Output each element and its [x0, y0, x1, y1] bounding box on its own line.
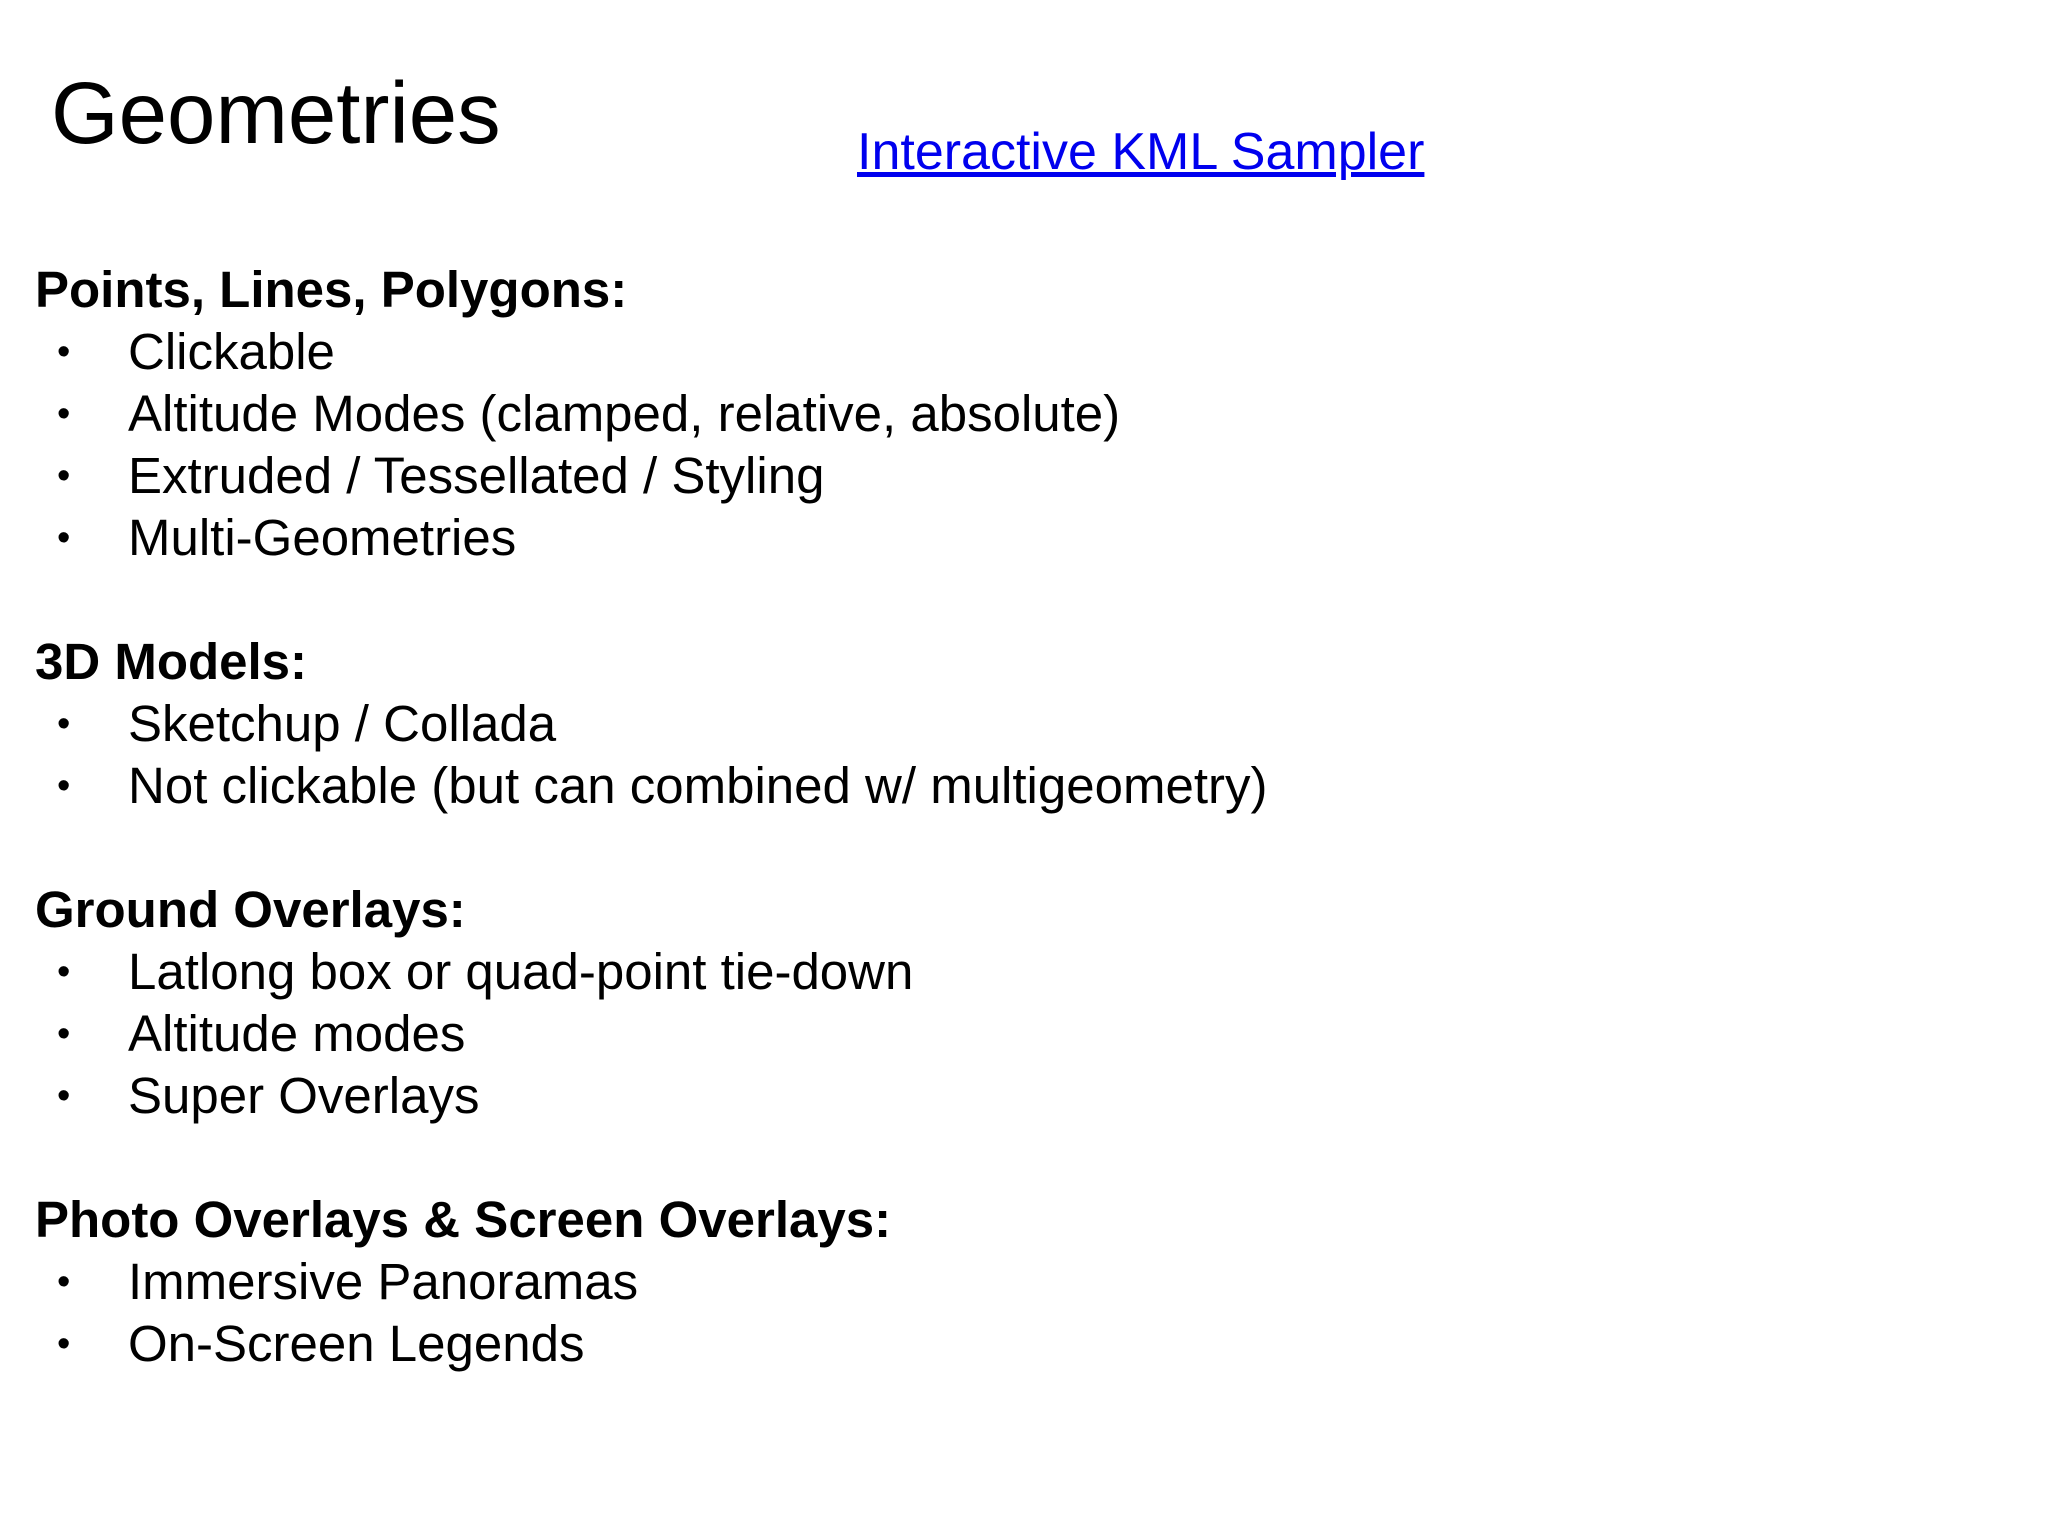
list-item: [35, 1065, 1935, 1127]
list-item-text: Immersive Panoramas: [128, 1253, 639, 1310]
list-item: [35, 1251, 1935, 1313]
list-item-text: Latlong box or quad-point tie-down: [128, 943, 914, 1000]
bullet-icon: •: [57, 703, 71, 745]
section-heading: Ground Overlays:: [35, 881, 466, 938]
slide-title: Geometries: [51, 65, 501, 162]
list-item: [35, 1313, 1935, 1375]
slide-content: [35, 259, 1935, 1375]
list-item: [35, 507, 1935, 569]
section-heading: Points, Lines, Polygons:: [35, 261, 628, 318]
section-photo-screen-overlays: [35, 1189, 1935, 1375]
section-points-lines-polygons: [35, 259, 1935, 569]
list-item-text: On-Screen Legends: [128, 1315, 585, 1372]
list-item: [35, 321, 1935, 383]
list-item-text: Sketchup / Collada: [128, 695, 557, 752]
bullet-icon: •: [57, 1323, 71, 1365]
bullet-icon: •: [57, 331, 71, 373]
section-heading: 3D Models:: [35, 633, 308, 690]
list-item-text: Extruded / Tessellated / Styling: [128, 447, 825, 504]
bullet-icon: •: [57, 1013, 71, 1055]
list-item-text: Clickable: [128, 323, 335, 380]
list-item-text: Altitude Modes (clamped, relative, absolute): [128, 385, 1121, 442]
section-ground-overlays: [35, 879, 1935, 1127]
bullet-icon: •: [57, 393, 71, 435]
bullet-icon: •: [57, 765, 71, 807]
interactive-kml-sampler-link[interactable]: Interactive KML Sampler: [857, 123, 1425, 181]
list-item: [35, 1003, 1935, 1065]
bullet-icon: •: [57, 1075, 71, 1117]
list-item: [35, 941, 1935, 1003]
list-item-text: Altitude modes: [128, 1005, 466, 1062]
bullet-icon: •: [57, 951, 71, 993]
bullet-list: [35, 941, 1935, 1127]
list-item: [35, 445, 1935, 507]
list-item-text: Not clickable (but can combined w/ multigeometry): [128, 757, 1268, 814]
section-3d-models: [35, 631, 1935, 817]
bullet-list: [35, 693, 1935, 817]
list-item-text: Multi-Geometries: [128, 509, 517, 566]
bullet-list: [35, 321, 1935, 569]
bullet-icon: •: [57, 455, 71, 497]
bullet-icon: •: [57, 517, 71, 559]
list-item: [35, 383, 1935, 445]
list-item: [35, 693, 1935, 755]
list-item-text: Super Overlays: [128, 1067, 480, 1124]
section-heading: Photo Overlays & Screen Overlays:: [35, 1191, 892, 1248]
bullet-icon: •: [57, 1261, 71, 1303]
bullet-list: [35, 1251, 1935, 1375]
list-item: [35, 755, 1935, 817]
